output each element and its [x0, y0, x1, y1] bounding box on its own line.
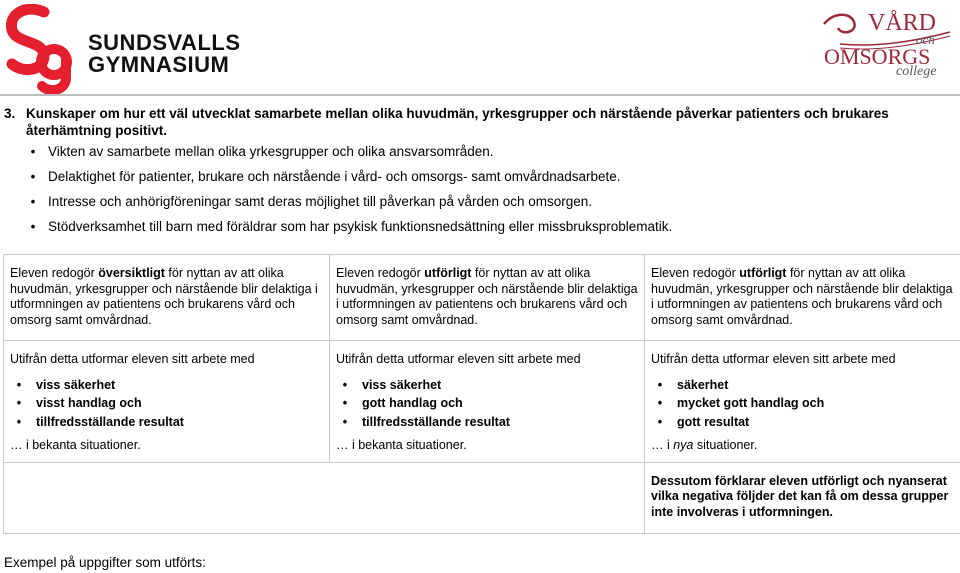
- table-row: [4, 341, 960, 463]
- sundsvalls-gymnasium-logo: [4, 4, 244, 94]
- criterion-list: [4, 143, 956, 235]
- school-name-line2: GYMNASIUM: [88, 52, 230, 77]
- description-emphasis: utförligt: [424, 266, 472, 280]
- list-item-text: Vikten av samarbete mellan olika yrkesgrupper och olika ansvarsområden.: [48, 144, 494, 159]
- grade-e-work: [4, 341, 330, 463]
- list-item: [4, 143, 956, 160]
- work-closing: [651, 438, 958, 454]
- bullet-icon: •: [30, 219, 36, 234]
- closing-text: … i: [651, 438, 674, 452]
- description-text: Eleven redogör: [10, 266, 99, 280]
- vard-och-omsorgscollege-logo: [820, 4, 960, 92]
- description-text: Eleven redogör: [651, 266, 740, 280]
- criterion-title: [4, 105, 956, 139]
- grade-c-work: [330, 341, 645, 463]
- list-item: [10, 415, 323, 431]
- grade-a-work: [645, 341, 960, 463]
- list-item-text: gott resultat: [677, 414, 750, 429]
- additional-text: Dessutom förklarar eleven utförligt och nyanserat vilka negativa följder det kan få om dessa grupper inte involveras i utformningen.: [651, 473, 949, 519]
- closing-text: situationer.: [693, 438, 758, 452]
- bullet-icon: •: [342, 396, 348, 410]
- header-divider: [0, 94, 960, 96]
- grade-a-additional: [645, 462, 960, 533]
- bullet-icon: •: [16, 414, 22, 429]
- work-list: [336, 378, 638, 431]
- work-closing: [10, 438, 323, 454]
- work-list: [651, 378, 958, 431]
- empty-cell: [4, 462, 645, 533]
- grade-a-description: [645, 255, 960, 341]
- table-row: [4, 462, 960, 533]
- list-item-text: säkerhet: [677, 377, 729, 392]
- sg-logo-mark: [4, 4, 84, 94]
- bullet-icon: •: [342, 414, 348, 429]
- list-item-text: visst handlag och: [36, 396, 142, 410]
- college-logo-line3: college: [896, 64, 937, 79]
- list-item-text: Delaktighet för patienter, brukare och närstående i vård- och omsorgs- samt omvårdnadsarbete.: [48, 169, 621, 184]
- list-item: [651, 378, 958, 394]
- bullet-icon: •: [657, 396, 663, 410]
- bullet-icon: •: [657, 414, 663, 429]
- list-item: [4, 168, 956, 185]
- list-item: [10, 396, 323, 412]
- list-item: [4, 193, 956, 210]
- footer-text: Exempel på uppgifter som utförts:: [4, 555, 206, 570]
- description-text: för nyttan av att olika huvudmän, yrkesgrupper och närstående blir delaktiga i utformningen av patientens och brukarens vård och omsorg samt omvårdnad.: [336, 266, 638, 327]
- college-logo-och: och: [916, 32, 935, 47]
- description-emphasis: översiktligt: [98, 266, 165, 280]
- list-item-text: gott handlag och: [362, 396, 463, 410]
- closing-text: … i bekanta situationer.: [10, 438, 141, 452]
- grade-e-description: [4, 255, 330, 341]
- work-intro: Utifrån detta utformar eleven sitt arbete med: [336, 352, 581, 366]
- criterion-section: [4, 105, 956, 243]
- bullet-icon: •: [30, 194, 36, 209]
- description-text: Eleven redogör: [336, 266, 425, 280]
- list-item-text: tillfredsställande resultat: [362, 414, 510, 429]
- work-intro: Utifrån detta utformar eleven sitt arbete med: [10, 352, 255, 366]
- criterion-title-text: Kunskaper om hur ett väl utvecklat samarbete mellan olika huvudmän, yrkesgrupper och närstående påverkar patienters och brukares återhämtning positivt.: [26, 106, 889, 138]
- bullet-icon: •: [30, 144, 36, 159]
- bullet-icon: •: [657, 377, 663, 392]
- list-item-text: viss säkerhet: [36, 377, 116, 392]
- list-item-text: mycket gott handlag och: [677, 396, 825, 410]
- work-list: [10, 378, 323, 431]
- closing-text: … i bekanta situationer.: [336, 438, 467, 452]
- list-item-text: tillfredsställande resultat: [36, 414, 184, 429]
- table-row: [4, 255, 960, 341]
- list-item-text: viss säkerhet: [362, 377, 442, 392]
- list-item-text: Intresse och anhörigföreningar samt deras möjlighet till påverkan på vården och omsorgen.: [48, 194, 593, 209]
- list-item: [4, 218, 956, 235]
- school-name: [88, 32, 241, 76]
- page-header: [0, 0, 960, 96]
- description-emphasis: utförligt: [739, 266, 787, 280]
- school-name-line1: SUNDSVALLS: [88, 30, 241, 55]
- description-text: för nyttan av att olika huvudmän, yrkesgrupper och närstående blir delaktiga i utformningen av patientens och brukarens vård och omsorg samt omvårdnad.: [10, 266, 318, 327]
- closing-emphasis: nya: [673, 438, 694, 452]
- list-item: [336, 415, 638, 431]
- list-item: [651, 415, 958, 431]
- bullet-icon: •: [16, 396, 22, 410]
- bullet-icon: •: [16, 377, 22, 392]
- list-item: [10, 378, 323, 394]
- list-item: [336, 396, 638, 412]
- bullet-icon: •: [30, 169, 36, 184]
- criterion-number: 3.: [4, 106, 16, 121]
- bullet-icon: •: [342, 377, 348, 392]
- work-closing: [336, 438, 638, 454]
- grade-c-description: [330, 255, 645, 341]
- college-logo-line1: VÅRD: [868, 10, 937, 36]
- work-intro: Utifrån detta utformar eleven sitt arbete med: [651, 352, 896, 366]
- grading-table: [3, 254, 960, 534]
- list-item-text: Stödverksamhet till barn med föräldrar som har psykisk funktionsnedsättning eller missbruksproblematik.: [48, 219, 673, 234]
- description-text: för nyttan av att olika huvudmän, yrkesgrupper och närstående blir delaktiga i utformningen av patientens och brukarens vård och omsorg samt omvårdnad.: [651, 266, 953, 327]
- college-logo-line2: OMSORGS: [824, 44, 931, 69]
- list-item: [336, 378, 638, 394]
- list-item: [651, 396, 958, 412]
